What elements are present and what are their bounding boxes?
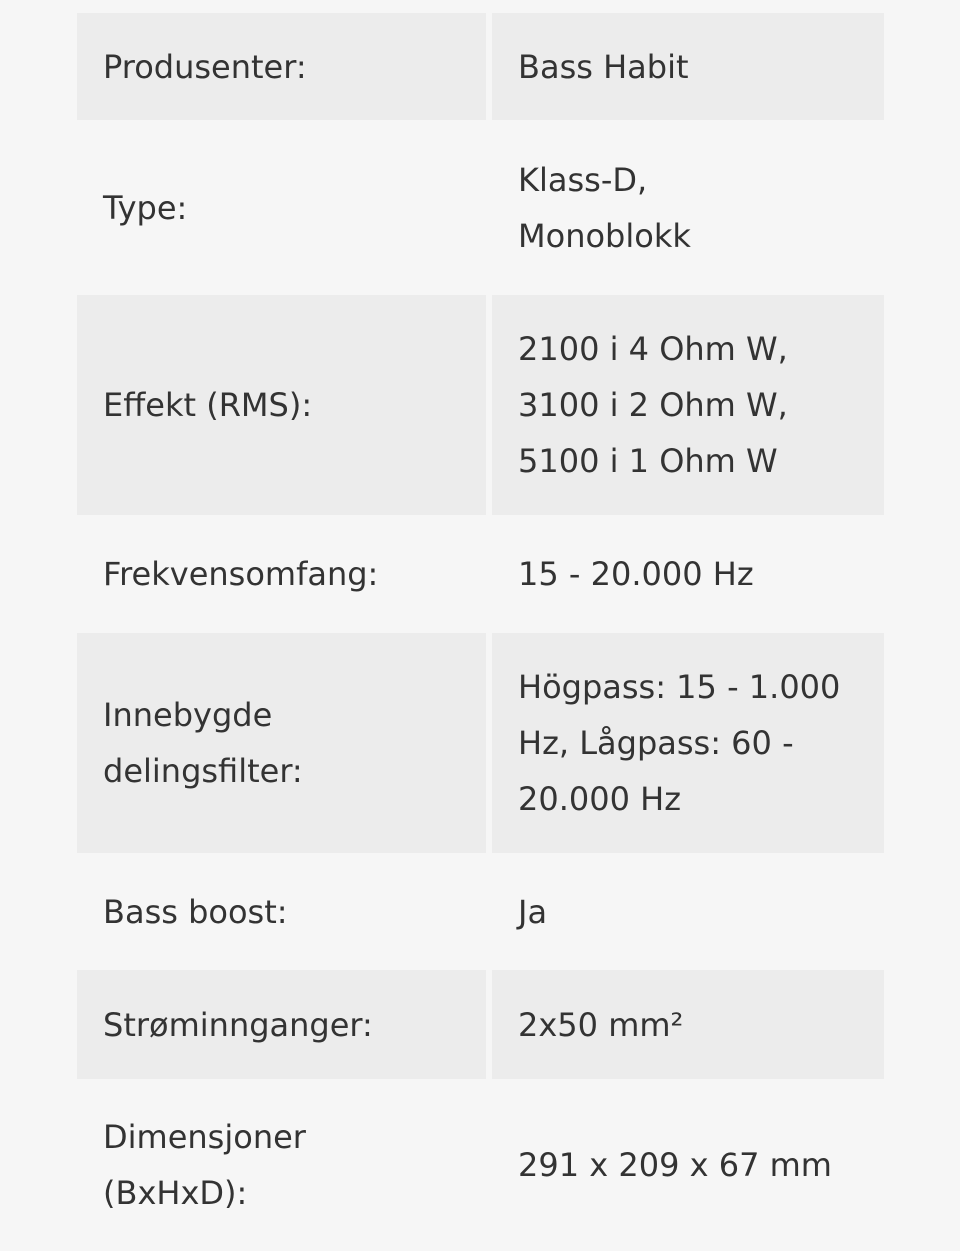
spec-row-bass-boost [77,853,884,970]
spec-label: Bass boost: [103,892,288,931]
spec-label: Type: [103,188,188,227]
spec-row-dimensjoner [77,1079,884,1251]
spec-label-cell [77,970,486,1079]
spec-value: 2100 i 4 Ohm W, 3100 i 2 Ohm W, 5100 i 1 Ohm W [518,330,788,480]
spec-label-cell [77,1079,486,1251]
spec-value-cell [492,633,884,853]
spec-value: 15 - 20.000 Hz [518,555,754,593]
spec-label: Produsenter: [103,47,307,86]
spec-label: Strøminnganger: [103,1005,373,1044]
spec-value: Bass Habit [518,47,689,86]
spec-value-cell [492,1079,884,1251]
spec-value-cell [492,120,884,295]
spec-row-type [77,120,884,295]
spec-value: 2x50 mm² [518,1005,684,1044]
spec-label-cell [77,515,486,633]
spec-label-cell [77,13,486,120]
spec-table [77,13,884,1251]
spec-label: Frekvensomfang: [103,555,379,593]
spec-row-effekt [77,295,884,515]
spec-label-cell [77,120,486,295]
spec-value: Klass-D, Monoblokk [518,160,691,255]
spec-row-strominnganger [77,970,884,1079]
spec-label: Innebygde delingsfilter: [103,696,303,790]
spec-value: Högpass: 15 - 1.000 Hz, Lågpass: 60 - 20.000 Hz [518,668,841,818]
spec-value-cell [492,853,884,970]
spec-value-cell [492,295,884,515]
spec-value: Ja [518,892,548,931]
spec-label-cell [77,633,486,853]
spec-value-cell [492,970,884,1079]
spec-value-cell [492,515,884,633]
spec-label: Dimensjoner (BxHxD): [103,1118,306,1212]
spec-label-cell [77,853,486,970]
spec-label: Effekt (RMS): [103,386,313,424]
spec-row-produsenter [77,13,884,120]
spec-row-delingsfilter [77,633,884,853]
spec-label-cell [77,295,486,515]
spec-row-frekvensomfang [77,515,884,633]
spec-value: 291 x 209 x 67 mm [518,1146,832,1184]
spec-value-cell [492,13,884,120]
